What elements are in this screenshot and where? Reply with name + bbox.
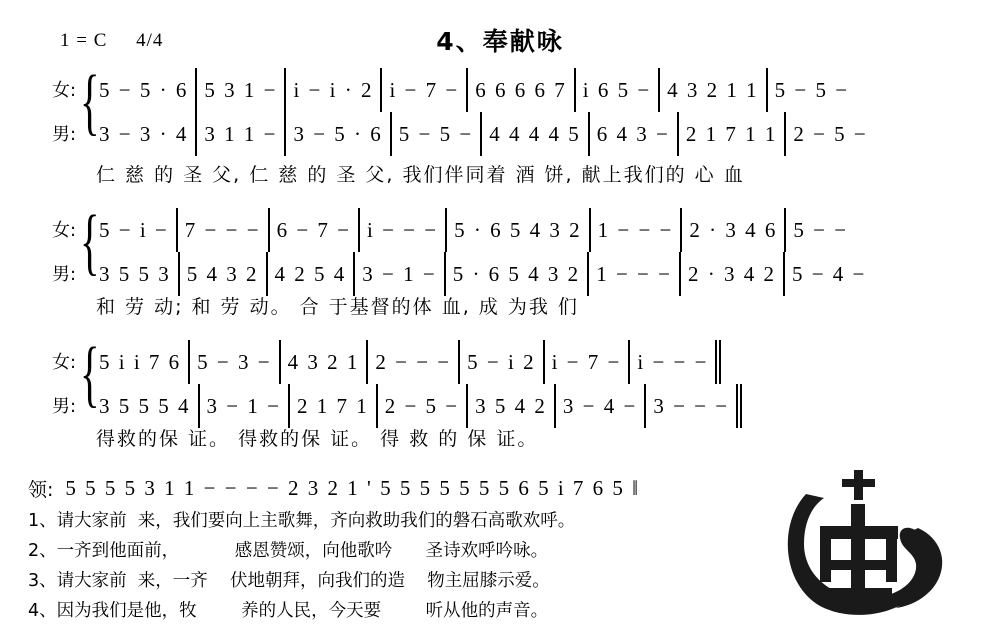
voice-label-male-3: 男: <box>52 396 77 417</box>
measure-notes: i − i · 2 <box>293 78 374 102</box>
measure-notes: 5 − 5 − <box>398 122 474 146</box>
measure <box>590 112 679 156</box>
verse-list <box>28 508 688 628</box>
measure <box>382 68 468 112</box>
music-system-2 <box>0 201 1000 296</box>
measure-notes: 2 1 7 1 1 <box>685 122 778 146</box>
measure-notes: 6 4 3 − <box>596 122 670 146</box>
measure-notes: 4 4 4 4 5 <box>489 122 581 146</box>
measure-notes: 5 · 6 5 4 3 2 <box>454 218 582 242</box>
measure <box>92 252 180 296</box>
verse-item: 1、请大家前 来，我们要向上主歌舞，齐向救助我们的磐石高歌欢呼。 <box>28 511 576 531</box>
measure <box>785 252 873 296</box>
measure <box>446 252 590 296</box>
measure-notes: 5 − 4 − <box>791 262 867 286</box>
measure-notes: 3 − − − <box>653 394 730 418</box>
measure-notes: 4 2 5 4 <box>274 262 347 286</box>
measure-notes: 6 6 6 6 7 <box>475 78 567 102</box>
measure-notes: 5 − i 2 <box>467 350 536 374</box>
key-signature-text: 1 = C <box>60 30 108 51</box>
measure <box>92 112 197 156</box>
measure-notes: 2 − 5 − <box>793 122 868 146</box>
measure-notes: 2 − − − <box>375 350 452 374</box>
measure <box>190 340 280 384</box>
measure <box>679 112 787 156</box>
voice-row-male-2 <box>0 252 1000 296</box>
measure <box>355 252 445 296</box>
measure-notes: 4 3 2 1 <box>287 350 360 374</box>
measure <box>197 112 286 156</box>
measure <box>468 68 576 112</box>
measure-notes: 3 1 1 − <box>204 122 278 146</box>
measure-notes: 2 − 5 − <box>384 394 460 418</box>
measure-notes: 2 · 3 4 6 <box>689 218 778 242</box>
staff-female-3 <box>92 340 990 384</box>
measure-notes: 4 3 2 1 1 <box>667 78 759 102</box>
measure <box>180 252 268 296</box>
lyrics-line-2: 和 劳 动; 和 劳 动。 合 于基督的体 血, 成 为我 们 <box>96 296 579 318</box>
measure-notes: 6 − 7 − <box>276 218 351 242</box>
measure <box>630 340 721 384</box>
verse-item: 4、因为我们是他，牧 养的人民，今天要 听从他的声音。 <box>28 601 549 621</box>
measure-notes: 5 3 1 − <box>204 78 278 102</box>
system-brace-2: { <box>80 201 100 283</box>
measure-notes: 7 − − − <box>184 218 261 242</box>
measure-notes: 1 − − − <box>596 262 672 286</box>
measure <box>178 208 270 252</box>
voice-row-male-3 <box>0 384 1000 428</box>
measure-notes: 5 · 6 5 4 3 2 <box>452 262 581 286</box>
measure <box>682 208 786 252</box>
voice-label-female-1: 女: <box>52 80 77 101</box>
voice-label-female-3: 女: <box>52 352 77 373</box>
measure <box>286 112 391 156</box>
measure-notes: 5 − 3 − <box>197 350 272 374</box>
system-brace-3: { <box>80 333 100 415</box>
measure-notes: 5 − − <box>793 218 849 242</box>
measure <box>378 384 468 428</box>
measure <box>556 384 646 428</box>
measure <box>268 252 356 296</box>
measure-notes: 2 1 7 1 <box>296 394 369 418</box>
voice-label-male-2: 男: <box>52 264 77 285</box>
voice-row-male-1 <box>0 112 1000 156</box>
measure-notes: 3 − 4 − <box>562 394 638 418</box>
measure-notes: 3 − 3 · 4 <box>99 122 189 146</box>
measure <box>768 68 856 112</box>
measure <box>591 208 683 252</box>
measure-notes: i − 7 − <box>551 350 622 374</box>
system-brace-1: { <box>80 61 100 143</box>
measure-notes: 2 · 3 4 2 <box>687 262 776 286</box>
measure-notes: i − − − <box>367 218 439 242</box>
measure-notes: i − 7 − <box>389 78 460 102</box>
measure <box>368 340 460 384</box>
measure-notes: 1 − − − <box>597 218 674 242</box>
voice-label-male-1: 男: <box>52 124 77 145</box>
measure-notes: 3 5 4 2 <box>475 394 547 418</box>
lyrics-line-3: 得救的保 证。 得救的保 证。 得 救 的 保 证。 <box>96 428 539 450</box>
music-system-3 <box>0 333 1000 428</box>
measure <box>468 384 556 428</box>
leader-line <box>28 475 640 502</box>
measure <box>270 208 360 252</box>
measure-notes: i − − − <box>637 350 709 374</box>
measure <box>589 252 681 296</box>
staff-male-3 <box>92 384 990 428</box>
leader-notes: 5 5 5 5 3 1 1 − − − − 2 3 2 1 ' 5 5 5 5 5 5 5 6 5 i 7 6 5 ‖ <box>65 476 641 500</box>
measure <box>646 384 742 428</box>
measure <box>681 252 785 296</box>
measure <box>447 208 591 252</box>
staff-female-1 <box>92 68 990 112</box>
measure <box>92 340 190 384</box>
christian-cross-emblem <box>768 464 958 619</box>
measure-notes: 3 5 5 3 <box>99 262 171 286</box>
measure <box>576 68 660 112</box>
measure <box>360 208 447 252</box>
measure <box>92 208 178 252</box>
measure <box>281 340 369 384</box>
measure-notes: 5 − 5 · 6 <box>99 78 189 102</box>
measure-notes: 3 − 5 · 6 <box>293 122 383 146</box>
measure-notes: 5 4 3 2 <box>186 262 259 286</box>
measure <box>786 112 874 156</box>
measure <box>545 340 631 384</box>
measure <box>92 384 200 428</box>
lyrics-line-1: 仁 慈 的 圣 父, 仁 慈 的 圣 父, 我们伴同着 酒 饼, 献上我们的 心 血 <box>96 164 745 186</box>
time-signature-text: 4/4 <box>136 30 164 51</box>
verse-item: 2、一齐到他面前， 感恩赞颂，向他歌吟 圣诗欢呼吟咏。 <box>28 541 549 561</box>
measure <box>460 340 544 384</box>
measure <box>200 384 290 428</box>
verse-item: 3、请大家前 来，一齐 伏地朝拜，向我们的造 物主屈膝示爱。 <box>28 571 550 591</box>
measure <box>286 68 382 112</box>
staff-male-1 <box>92 112 990 156</box>
page-title: 4、奉献咏 <box>436 27 564 56</box>
voice-label-female-2: 女: <box>52 220 77 241</box>
staff-female-2 <box>92 208 990 252</box>
measure <box>392 112 482 156</box>
measure-notes: i 6 5 − <box>582 78 652 102</box>
staff-male-2 <box>92 252 990 296</box>
measure <box>786 208 855 252</box>
leader-label: 领: <box>28 479 54 501</box>
measure <box>197 68 286 112</box>
measure <box>482 112 590 156</box>
measure-notes: 5 i i 7 6 <box>99 350 182 374</box>
measure-notes: 3 − 1 − <box>206 394 281 418</box>
measure <box>92 68 197 112</box>
measure-notes: 5 − i − <box>99 218 169 242</box>
measure <box>660 68 768 112</box>
measure-notes: 3 − 1 − <box>362 262 437 286</box>
measure <box>290 384 378 428</box>
measure-notes: 5 − 5 − <box>774 78 850 102</box>
measure-notes: 3 5 5 5 4 <box>99 394 191 418</box>
music-system-1 <box>0 61 1000 156</box>
